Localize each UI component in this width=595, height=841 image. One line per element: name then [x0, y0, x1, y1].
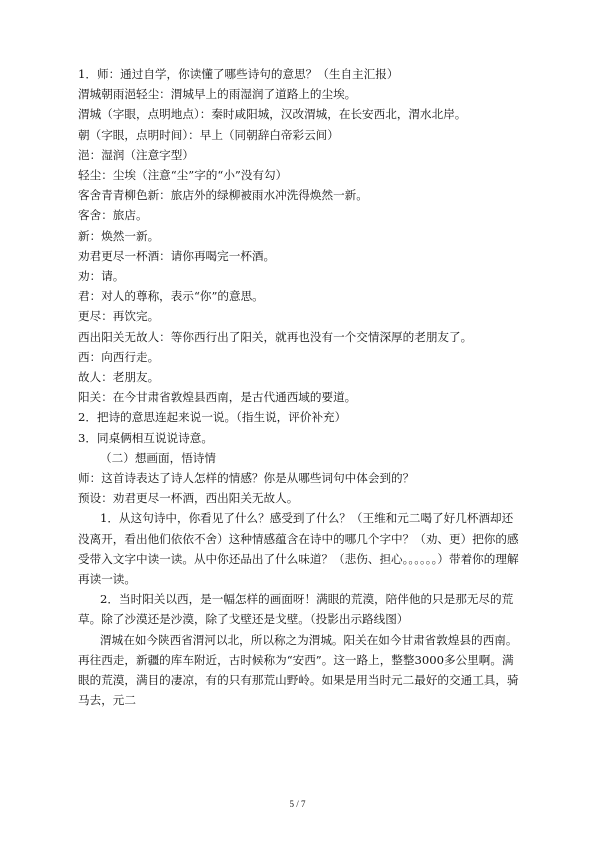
paragraph-3: 渭城在如今陕西省渭河以北，所以称之为渭城。阳关在如今甘肃省敦煌县的西南。再往西走，新疆的库车附近，古时候称为“安西”。这一路上，整整3000多公里啊。满眼的荒漠，满目的凄凉，有的只有那荒山野岭。如果是用当时元二最好的交通工具，骑马去，元二 [78, 632, 519, 708]
note-xi-line: 西：向西行走。 [78, 349, 160, 364]
paragraph-2: 2．当时阳关以西，是一幅怎样的画面呀！满眼的荒漠，陪伴他的只是那无尽的荒草。除了沙漠还是沙漠，除了戈壁还是戈壁。（投影出示路线图） [78, 592, 514, 627]
verse-4-line: 西出阳关无故人：等你西行出了阳关，就再也没有一个交情深厚的老朋友了。 [78, 329, 473, 344]
note-jun-line: 君：对人的尊称，表示“你”的意思。 [78, 289, 264, 304]
note-quan-line: 劝：请。 [78, 269, 125, 284]
verse-3-line: 劝君更尽一杯酒：请你再喝完一杯酒。 [78, 248, 276, 263]
page-content [78, 64, 524, 711]
note-gengjin-line: 更尽：再饮完。 [78, 309, 160, 324]
paragraph-1: 1．从这句诗中，你看见了什么？感受到了什么？（王维和元二喝了好几杯酒却还没离开，看出他们依依不舍）这种情感蕴含在诗中的哪几个字中？（劝、更）把你的感受带入文字中读一读。从中你还品出了什么味道？（悲伤、担心。。。。。。）带着你的理解再读一读。 [78, 511, 519, 587]
teacher-question-line: 师：这首诗表达了诗人怎样的情感？你是从哪些词句中体会到的？ [78, 471, 415, 486]
note-yi-line: 浥：湿润（注意字型） [78, 147, 194, 162]
verse-1-line: 渭城朝雨浥轻尘：渭城早上的雨湿润了道路上的尘埃。 [78, 87, 357, 102]
question-3-line: 3．同桌俩相互说说诗意。 [78, 430, 213, 445]
note-yangguan-line: 阳关：在今甘肃省敦煌县西南，是古代通西域的要道。 [78, 390, 357, 405]
note-qingchen-line: 轻尘：尘埃（注意“尘”字的“小”没有勾） [78, 168, 288, 183]
note-guren-line: 故人：老朋友。 [78, 370, 160, 385]
question-2-line: 2．把诗的意思连起来说一说。（指生说，评价补充） [78, 410, 347, 425]
section-heading: （二）想画面，悟诗情 [100, 450, 216, 465]
verse-2-line: 客舍青青柳色新：旅店外的绿柳被雨水冲洗得焕然一新。 [78, 188, 368, 203]
preset-answer-line: 预设：劝君更尽一杯酒，西出阳关无故人。 [78, 491, 299, 506]
question-1-line: 1．师：通过自学，你读懂了哪些诗句的意思？（生自主汇报） [78, 67, 399, 81]
note-xin-line: 新：焕然一新。 [78, 228, 160, 243]
note-zhao-line: 朝（字眼，点明时间）：早上（同朝辞白帝彩云间） [78, 127, 339, 142]
note-keshe-line: 客舍：旅店。 [78, 208, 148, 223]
page-number: 5 / 7 [289, 799, 306, 809]
note-weicheng-line: 渭城（字眼，点明地点）：秦时咸阳城，汉改渭城，在长安西北，渭水北岸。 [78, 107, 467, 122]
